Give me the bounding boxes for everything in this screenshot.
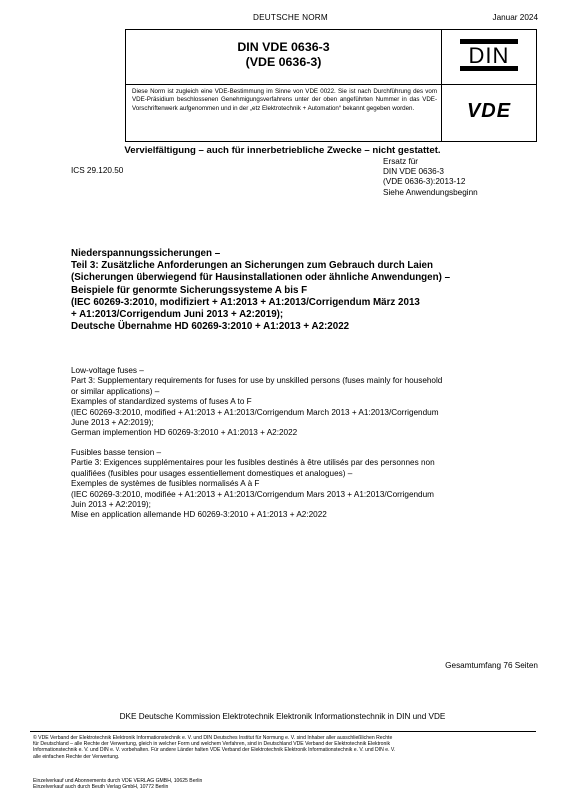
copyright-notice — [33, 735, 536, 760]
title-fr-line: qualifiées (fusibles pour usages essentiellement domestiques et analogues) – — [71, 468, 353, 478]
replacement-line: DIN VDE 0636-3 — [383, 167, 444, 177]
title-en-line: German implemention HD 60269-3:2010 + A1:2013 + A2:2022 — [71, 428, 298, 438]
standard-number: DIN VDE 0636-3 — [237, 40, 330, 54]
title-fr-line: Exemples de systèmes de fusibles normalisés A à F — [71, 479, 260, 489]
copyright-line: alle einfachen Rechte der Verwertung. — [33, 753, 120, 760]
title-en-line: Part 3: Supplementary requirements for fuses for use by unskilled persons (fuses mainly for household — [71, 376, 443, 386]
vde-regulation-note: Diese Norm ist zugleich eine VDE-Bestimmung im Sinne von VDE 0022. Sie ist nach Durchführung des vom VDE-Präsidium beschlossenen Genehmigungsverfahrens unter der oben angeführten Nummer in das VDE-Vorschriftenwerk aufgenommen und in der „etz Elektrotechnik + Automation“ bekannt gegeben worden. — [132, 88, 437, 112]
title-fr-line: Fusibles basse tension – — [71, 448, 162, 457]
title-german — [71, 248, 541, 333]
title-de-line: (Sicherungen überwiegend für Hausinstallationen oder ähnliche Anwendungen) – — [71, 272, 451, 284]
title-fr-line: (IEC 60269-3:2010, modifiée + A1:2013 + A1:2013/Corrigendum Mars 2013 + A1:2013/Corrigendum — [71, 489, 434, 499]
copyright-line: Informationstechnik e. V. und DIN e. V. vorbehalten. Für andere Länder halten VDE Verband der Elektrotechnik Elektronik Informationstechnik e. V. und DIN e. V. — [33, 747, 396, 754]
reproduction-notice: Vervielfältigung – auch für innerbetriebliche Zwecke – nicht gestattet. — [124, 145, 441, 156]
replacement-line: (VDE 0636-3):2013-12 — [383, 177, 466, 187]
title-en-line: June 2013 + A2:2019); — [71, 418, 154, 428]
title-en-line: Low-voltage fuses – — [71, 366, 144, 375]
standard-classification: (VDE 0636-3) — [245, 55, 322, 69]
title-fr-line: Juin 2013 + A2:2019); — [71, 500, 151, 510]
title-fr-line: Mise en application allemande HD 60269-3:2010 + A1:2013 + A2:2022 — [71, 510, 327, 520]
title-de-line: Beispiele für genormte Sicherungssysteme A bis F — [71, 284, 308, 296]
replacement-info — [383, 157, 478, 198]
title-french — [71, 448, 541, 521]
din-logo-text: DIN — [468, 43, 510, 68]
title-de-line: + A1:2013/Corrigendum Juni 2013 + A2:2019); — [71, 309, 284, 321]
title-de-line: (IEC 60269-3:2010, modifiziert + A1:2013 + A1:2013/Corrigendum März 2013 — [71, 296, 420, 308]
sales-line: Einzelverkauf und Abonnements durch VDE VERLAG GMBH, 10625 Berlin — [33, 778, 203, 784]
standard-designation — [126, 40, 441, 70]
title-de-line: Deutsche Übernahme HD 60269-3:2010 + A1:2013 + A2:2022 — [71, 321, 350, 333]
title-en-line: (IEC 60269-3:2010, modified + A1:2013 + A1:2013/Corrigendum March 2013 + A1:2013/Corrigendum — [71, 407, 439, 417]
copyright-line: © VDE Verband der Elektrotechnik Elektronik Informationstechnik e. V. und DIN Deutsches Institut für Normung e. V. sind Inhaber aller ausschließlichen Rechte — [33, 735, 393, 741]
din-logo-icon — [459, 38, 519, 72]
document-type-label: DEUTSCHE NORM — [253, 13, 328, 22]
dke-commission: DKE Deutsche Kommission Elektrotechnik Elektronik Informationstechnik in DIN und VDE — [119, 712, 446, 721]
title-en-line: or similar applications) – — [71, 386, 160, 396]
vde-logo-text: VDE — [466, 100, 512, 120]
sales-line: Einzelverkauf auch durch Beuth Verlag GmbH, 10772 Berlin — [33, 784, 169, 791]
box-horizontal-divider — [126, 84, 536, 85]
title-de-line: Teil 3: Zusätzliche Anforderungen an Sicherungen zum Gebrauch durch Laien — [71, 260, 433, 272]
title-en-line: Examples of standardized systems of fuses A to F — [71, 397, 252, 407]
box-vertical-divider — [441, 30, 442, 141]
title-de-line: Niederspannungssicherungen – — [71, 248, 221, 259]
title-english — [71, 366, 541, 439]
copyright-line: für Deutschland – alle Rechte der Verwertung, gleich in welcher Form und welchem Verfahren, sind in Deutschland VDE Verband der Elektrotechnik Elektronik — [33, 741, 391, 748]
footer-divider — [30, 731, 536, 732]
ics-code: ICS 29.120.50 — [71, 166, 124, 175]
total-pages: Gesamtumfang 76 Seiten — [445, 661, 538, 670]
replacement-line: Siehe Anwendungsbeginn — [383, 187, 478, 197]
publication-date: Januar 2024 — [492, 13, 538, 22]
standard-header-box — [125, 29, 537, 142]
sales-info — [33, 778, 202, 790]
title-fr-line: Partie 3: Exigences supplémentaires pour les fusibles destinés à être utilisés par des personnes non — [71, 458, 435, 468]
vde-logo-icon — [456, 100, 522, 120]
replacement-line: Ersatz für — [383, 157, 419, 166]
